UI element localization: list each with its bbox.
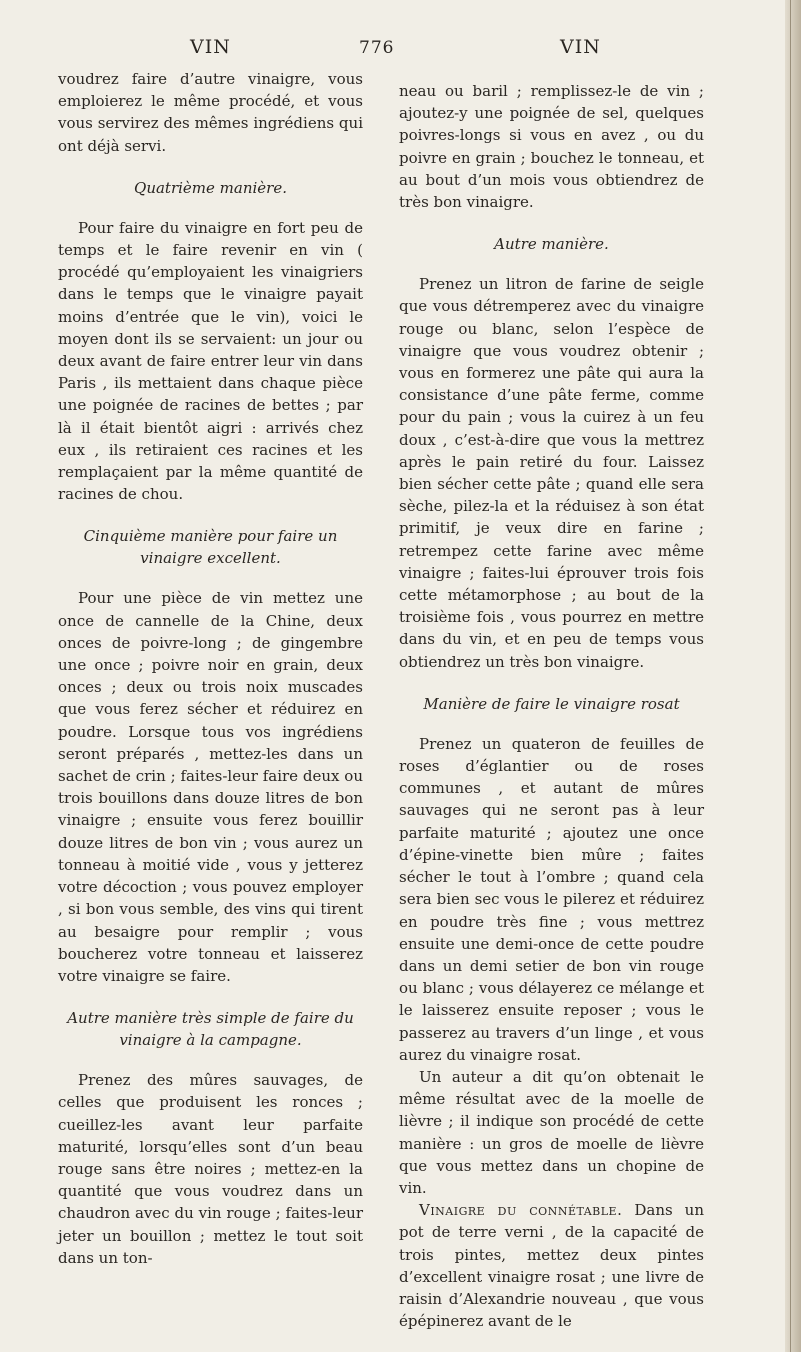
paragraph-auteur: Un auteur a dit qu’on obtenait le même résultat avec de la moelle de lièvre ; il indique son procédé de cette manière : un gros de moelle de lièvre que vous mettez dans un chopine de vin. — [399, 1067, 704, 1197]
running-head-left: VIN — [190, 36, 231, 58]
heading-campagne: Autre manière très simple de faire du vinaigre à la campagne. — [67, 1009, 354, 1050]
page-edge-line — [790, 0, 791, 1352]
connetable-text: Dans un pot de terre verni , de la capacité de trois pintes, mettez deux pintes d’excellent vinaigre rosat ; une livre de raisin d’Alexandrie nouveau , que vous épépinerez avant de le — [399, 1201, 704, 1331]
heading-autre-maniere: Autre manière. — [494, 235, 609, 254]
paragraph-quatrieme: Pour faire du vinaigre en fort peu de temps et le faire revenir en vin ( procédé qu’employaient les vinaigriers dans le temps que le vinaigre payait moins d’entrée que le vin), voici le moyen dont ils se servaient: un jour ou deux avant de faire entrer leur vin dans Paris , ils mettaient dans chaque pièce une poignée de racines de bettes ; par là il était bientôt aigri : arrivés chez eux , ils retiraient ces racines et les remplaçaient par la même quantité de racines de chou. — [58, 218, 363, 504]
connetable-label: Vinaigre du connétable. — [419, 1201, 623, 1220]
page-edge-shadow — [785, 0, 801, 1352]
right-column — [399, 80, 704, 1332]
paragraph-autre: Prenez un litron de farine de seigle que vous détremperez avec du vinaigre rouge ou blanc, selon l’espèce de vinaigre que vous voudrez obtenir ; vous en formerez une pâte qui aura la consistance d’une pâte ferme, comme pour du pain ; vous la cuirez à un feu doux , c’est-à-dire que vous la mettrez après le pain retiré du four. Laissez bien sécher cette pâte ; quand elle sera sèche, pilez-la et la réduisez à son état primitif, je veux dire en farine ; retrempez cette farine avec même vinaigre ; faites-lui éprouver trois fois cette métamorphose ; au bout de la troisième fois , vous pourrez en mettre dans du vin, et en peu de temps vous obtiendrez un très bon vinaigre. — [399, 275, 704, 671]
heading-vinaigre-rosat: Manière de faire le vinaigre rosat — [423, 694, 680, 713]
paragraph-continuation-right: neau ou baril ; remplissez-le de vin ; ajoutez-y une poignée de sel, quelques poivres-longs si vous en avez , ou du poivre en grain ; bouchez le tonneau, et au bout d’un mois vous obtiendrez de très bon vinaigre. — [399, 82, 704, 212]
heading-quatrieme-maniere: Quatrième manière. — [134, 178, 287, 197]
paragraph-cinquieme: Pour une pièce de vin mettez une once de cannelle de la Chine, deux onces de poivre-long ; de gingembre une once ; poivre noir en grain, deux onces ; deux ou trois noix muscades que vous ferez sécher et réduirez en poudre. Lorsque tous vos ingrédiens seront préparés , mettez-les dans un sachet de crin ; faites-leur faire deux ou trois bouillons dans douze litres de bon vinaigre ; ensuite vous ferez bouillir douze litres de bon vin ; vous aurez un tonneau à moitié vide , vous y jetterez votre décoction ; vous pouvez employer , si bon vous semble, des vins qui tirent au besaigre pour remplir ; vous boucherez votre tonneau et laisserez votre vinaigre se faire. — [58, 589, 363, 985]
running-head-right: VIN — [560, 36, 601, 58]
heading-cinquieme-maniere: Cinquième manière pour faire un vinaigre excellent. — [83, 527, 338, 568]
paragraph-rosat: Prenez un quateron de feuilles de roses d’églantier ou de roses communes , et autant de mûres sauvages qui ne seront pas à leur parfaite maturité ; ajoutez une once d’épine-vinette bien mûre ; faites sécher le tout à l’ombre ; quand cela sera bien sec vous le pilerez et réduirez en poudre très fine ; vous mettrez ensuite une demi-once de cette poudre dans un demi setier de bon vin rouge ou blanc ; vous délayerez ce mélange et le laisserez ensuite reposer ; vous le passerez au travers d’un linge , et vous aurez du vinaigre rosat. — [399, 734, 704, 1064]
paragraph-campagne: Prenez des mûres sauvages, de celles que produisent les ronces ; cueillez-les avant leur parfaite maturité, lorsqu’elles sont d’un beau rouge sans être noires ; mettez-en la quantité que vous voudrez dans un chaudron avec du vin rouge ; faites-leur jeter un bouillon ; mettez le tout soit dans un ton- — [58, 1071, 363, 1267]
page-number: 776 — [359, 38, 395, 58]
paragraph-connetable — [399, 1199, 704, 1332]
paragraph-continuation: voudrez faire d’autre vinaigre, vous emploierez le même procédé, et vous vous servirez des mêmes ingrédiens qui ont déjà servi. — [58, 70, 363, 155]
left-column — [58, 68, 363, 1269]
